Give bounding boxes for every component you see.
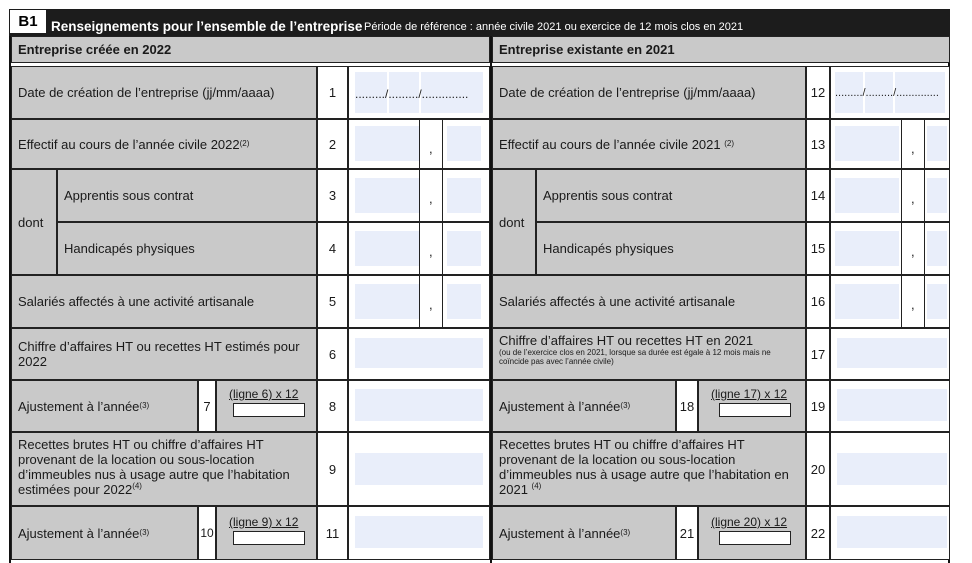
form-grid [9, 36, 950, 563]
date-pattern: ........./........./.............. [355, 87, 469, 101]
right-ajust1-result-cell [830, 380, 950, 432]
right-ajust2-result-field[interactable] [837, 516, 947, 548]
left-ca-label: Chiffre d’affaires HT ou recettes HT estimés pour 2022 [11, 328, 317, 380]
right-handicapes-dec-field[interactable] [927, 231, 947, 266]
left-heading: Entreprise créée en 2022 [11, 36, 490, 63]
right-ajust1-result-field[interactable] [837, 389, 947, 421]
right-ajust1-result-num: 19 [806, 380, 830, 432]
right-ajust2-formula-cell [698, 506, 806, 560]
left-ajust2-box[interactable] [233, 531, 305, 545]
apprentis-dec-field[interactable] [447, 178, 481, 213]
right-salaries-cell: , [830, 275, 950, 328]
left-ajust2-label: Ajustement à l’année (3) [11, 506, 198, 560]
left-apprentis-label: Apprentis sous contrat [57, 169, 317, 222]
left-ca-cell [348, 328, 490, 380]
right-recettes-num: 20 [806, 432, 830, 506]
right-ajust2-label: Ajustement à l’année (3) [492, 506, 676, 560]
right-effectif-dec-field[interactable] [927, 126, 947, 161]
recettes-field[interactable] [355, 453, 483, 485]
right-ajust1-formula-cell [698, 380, 806, 432]
handicapes-int-field[interactable] [355, 231, 419, 266]
right-effectif-cell: , [830, 119, 950, 169]
right-salaries-label: Salariés affectés à une activité artisanale [492, 275, 806, 328]
left-recettes-label: Recettes brutes HT ou chiffre d’affaires HT provenant de la location ou sous-location d’immeubles nus à usage autre que l’habitation estimées pour 2022$^{(4)}$ [11, 432, 317, 506]
left-recettes-num: 9 [317, 432, 348, 506]
right-handicapes-cell: , [830, 222, 950, 275]
right-date-num: 12 [806, 66, 830, 119]
left-ajust1-num: 7 [198, 380, 216, 432]
right-date-pattern: ........./........./.............. [835, 87, 939, 99]
right-ca-cell [830, 328, 950, 380]
left-ajust1-box[interactable] [233, 403, 305, 417]
left-date-num: 1 [317, 66, 348, 119]
left-recettes-cell [348, 432, 490, 506]
left-salaries-num: 5 [317, 275, 348, 328]
right-recettes-label: Recettes brutes HT ou chiffre d’affaires HT provenant de la location ou sous-location d’immeubles nus à usage autre que l’habitation en 2021 $^{(4)}$ [492, 432, 806, 506]
right-ajust2-num: 21 [676, 506, 698, 560]
right-handicapes-num: 15 [806, 222, 830, 275]
effectif-dec-field[interactable] [447, 126, 481, 161]
effectif-int-field[interactable] [355, 126, 419, 161]
left-date-label: Date de création de l’entreprise (jj/mm/aaaa) [11, 66, 317, 119]
right-effectif-label: Effectif au cours de l’année civile 2021 (2) [492, 119, 806, 169]
ajust1-result-field[interactable] [355, 389, 483, 421]
left-ajust1-formula: (ligne 6) x 12 [229, 387, 299, 401]
section-title: Renseignements pour l’ensemble de l’entreprise [51, 19, 363, 34]
left-apprentis-num: 3 [317, 169, 348, 222]
right-ajust1-formula: (ligne 17) x 12 [711, 387, 788, 401]
right-apprentis-num: 14 [806, 169, 830, 222]
left-effectif-label: Effectif au cours de l’année civile 2022 (2) [11, 119, 317, 169]
right-ca-num: 17 [806, 328, 830, 380]
left-effectif-num: 2 [317, 119, 348, 169]
right-apprentis-cell: , [830, 169, 950, 222]
right-ca-label [492, 328, 806, 380]
right-ajust2-box[interactable] [719, 531, 791, 545]
left-handicapes-num: 4 [317, 222, 348, 275]
left-ajust1-formula-cell [216, 380, 317, 432]
right-apprentis-int-field[interactable] [835, 178, 899, 213]
ca-field[interactable] [355, 338, 483, 368]
left-handicapes-cell: , [348, 222, 490, 275]
left-ajust1-result-cell [348, 380, 490, 432]
salaries-dec-field[interactable] [447, 284, 481, 319]
right-effectif-int-field[interactable] [835, 126, 899, 161]
salaries-int-field[interactable] [355, 284, 419, 319]
left-ajust2-num: 10 [198, 506, 216, 560]
right-recettes-field[interactable] [837, 453, 947, 485]
right-ajust1-num: 18 [676, 380, 698, 432]
right-ajust1-box[interactable] [719, 403, 791, 417]
left-ajust2-formula-cell [216, 506, 317, 560]
right-salaries-num: 16 [806, 275, 830, 328]
handicapes-dec-field[interactable] [447, 231, 481, 266]
left-half [11, 36, 490, 563]
right-effectif-num: 13 [806, 119, 830, 169]
right-salaries-int-field[interactable] [835, 284, 899, 319]
right-ca-field[interactable] [837, 338, 947, 368]
left-date-cell [348, 66, 490, 119]
left-dont-label: dont [11, 169, 57, 275]
left-effectif-cell: , [348, 119, 490, 169]
left-ajust1-result-num: 8 [317, 380, 348, 432]
left-salaries-label: Salariés affectés à une activité artisanale [11, 275, 317, 328]
right-ajust2-result-num: 22 [806, 506, 830, 560]
right-ajust2-result-cell [830, 506, 950, 560]
right-half [490, 36, 950, 563]
left-apprentis-cell: , [348, 169, 490, 222]
left-ajust2-result-cell [348, 506, 490, 560]
left-ca-num: 6 [317, 328, 348, 380]
left-handicapes-label: Handicapés physiques [57, 222, 317, 275]
right-dont-label: dont [492, 169, 536, 275]
right-ca-subtitle: (ou de l’exercice clos en 2021, lorsque sa durée est égale à 12 mois mais ne coïncide pas avec l’année civile) [499, 348, 771, 366]
right-handicapes-int-field[interactable] [835, 231, 899, 266]
right-date-cell [830, 66, 950, 119]
right-recettes-cell [830, 432, 950, 506]
ajust2-result-field[interactable] [355, 516, 483, 548]
right-date-label: Date de création de l’entreprise (jj/mm/aaaa) [492, 66, 806, 119]
left-salaries-cell: , [348, 275, 490, 328]
right-apprentis-label: Apprentis sous contrat [536, 169, 806, 222]
section-code: B1 [10, 10, 46, 33]
right-salaries-dec-field[interactable] [927, 284, 947, 319]
section-period: Période de référence : année civile 2021 ou exercice de 12 mois clos en 2021 [364, 21, 744, 33]
right-handicapes-label: Handicapés physiques [536, 222, 806, 275]
right-ca-title: Chiffre d’affaires HT ou recettes HT en 2021 [499, 333, 754, 348]
right-ajust1-label: Ajustement à l’année (3) [492, 380, 676, 432]
right-ajust2-formula: (ligne 20) x 12 [711, 515, 788, 529]
right-heading: Entreprise existante en 2021 [492, 36, 950, 63]
apprentis-int-field[interactable] [355, 178, 419, 213]
left-ajust1-label: Ajustement à l’année (3) [11, 380, 198, 432]
right-apprentis-dec-field[interactable] [927, 178, 947, 213]
left-ajust2-formula: (ligne 9) x 12 [229, 515, 299, 529]
left-ajust2-result-num: 11 [317, 506, 348, 560]
